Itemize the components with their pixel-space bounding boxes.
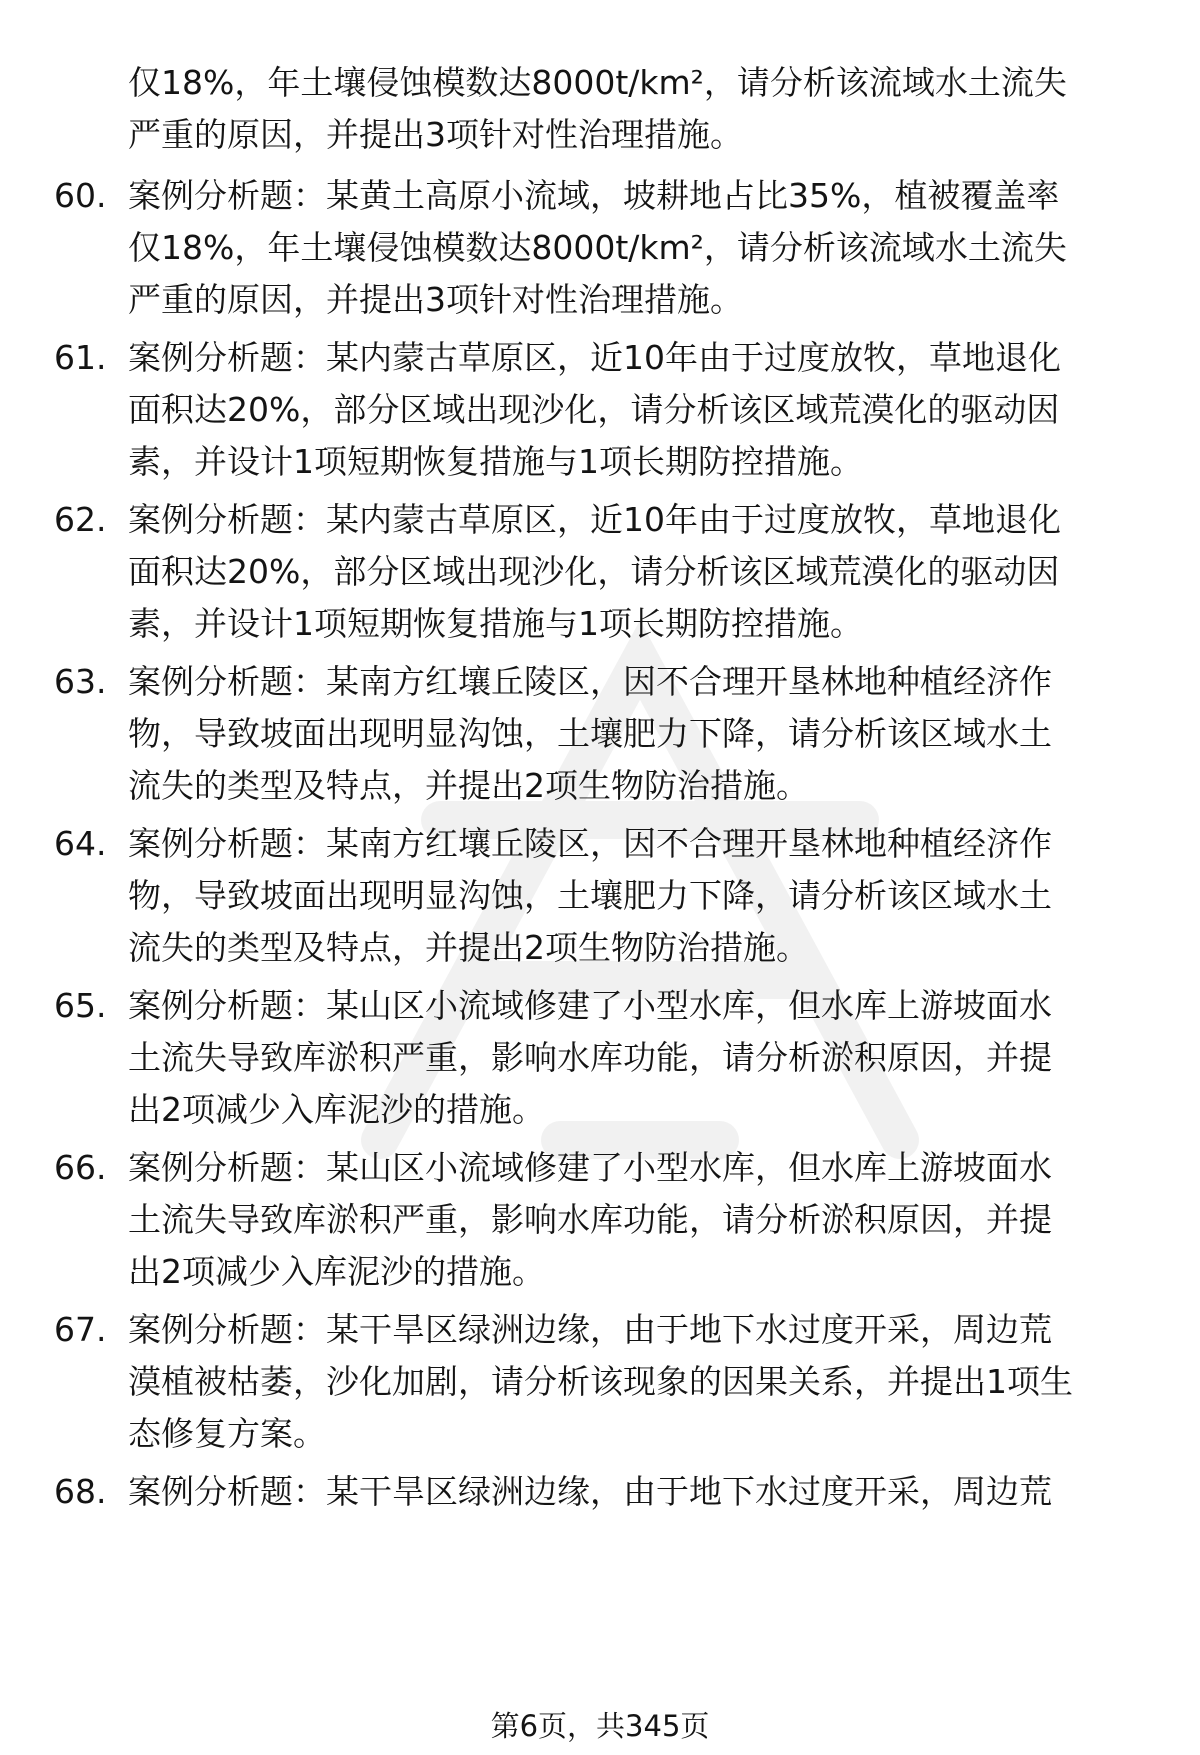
item-number: 67. (54, 1310, 107, 1349)
item-text: 案例分析题：某干旱区绿洲边缘，由于地下水过度开采，周边荒 (128, 1472, 1052, 1511)
item-number: 68. (54, 1472, 107, 1511)
item-text: 案例分析题：某山区小流域修建了小型水库，但水库上游坡面水 土流失导致库淤积严重，影响水库功能，请分析淤积原因，并提 出2项减少入库泥沙的措施。 (128, 986, 1052, 1129)
item-number: 61. (54, 338, 107, 377)
item-number: 65. (54, 986, 107, 1025)
item-text: 案例分析题：某南方红壤丘陵区，因不合理开垦林地种植经济作 物，导致坡面出现明显沟蚀，土壤肥力下降，请分析该区域水土 流失的类型及特点，并提出2项生物防治措施。 (128, 662, 1052, 805)
page-footer: 第6页，共345页 (490, 1709, 710, 1743)
item-text: 案例分析题：某干旱区绿洲边缘，由于地下水过度开采，周边荒 漠植被枯萎，沙化加剧，请分析该现象的因果关系，并提出1项生 态修复方案。 (128, 1310, 1073, 1453)
item-text: 案例分析题：某黄土高原小流域，坡耕地占比35%，植被覆盖率 仅18%，年土壤侵蚀模数达8000t/km²，请分析该流域水土流失 严重的原因，并提出3项针对性治理措施。 (128, 176, 1067, 319)
item-text: 案例分析题：某南方红壤丘陵区，因不合理开垦林地种植经济作 物，导致坡面出现明显沟蚀，土壤肥力下降，请分析该区域水土 流失的类型及特点，并提出2项生物防治措施。 (128, 824, 1052, 967)
item-text: 案例分析题：某内蒙古草原区，近10年由于过度放牧，草地退化 面积达20%，部分区域出现沙化，请分析该区域荒漠化的驱动因 素，并设计1项短期恢复措施与1项长期防控措施。 (128, 500, 1061, 643)
continuation-text: 仅18%，年土壤侵蚀模数达8000t/km²，请分析该流域水土流失 严重的原因，并提出3项针对性治理措施。 (128, 63, 1067, 154)
item-number: 63. (54, 662, 107, 701)
item-number: 62. (54, 500, 107, 539)
item-number: 64. (54, 824, 107, 863)
item-number: 66. (54, 1148, 107, 1187)
item-text: 案例分析题：某内蒙古草原区，近10年由于过度放牧，草地退化 面积达20%，部分区域出现沙化，请分析该区域荒漠化的驱动因 素，并设计1项短期恢复措施与1项长期防控措施。 (128, 338, 1061, 481)
item-text: 案例分析题：某山区小流域修建了小型水库，但水库上游坡面水 土流失导致库淤积严重，影响水库功能，请分析淤积原因，并提 出2项减少入库泥沙的措施。 (128, 1148, 1052, 1291)
item-number: 60. (54, 176, 107, 215)
